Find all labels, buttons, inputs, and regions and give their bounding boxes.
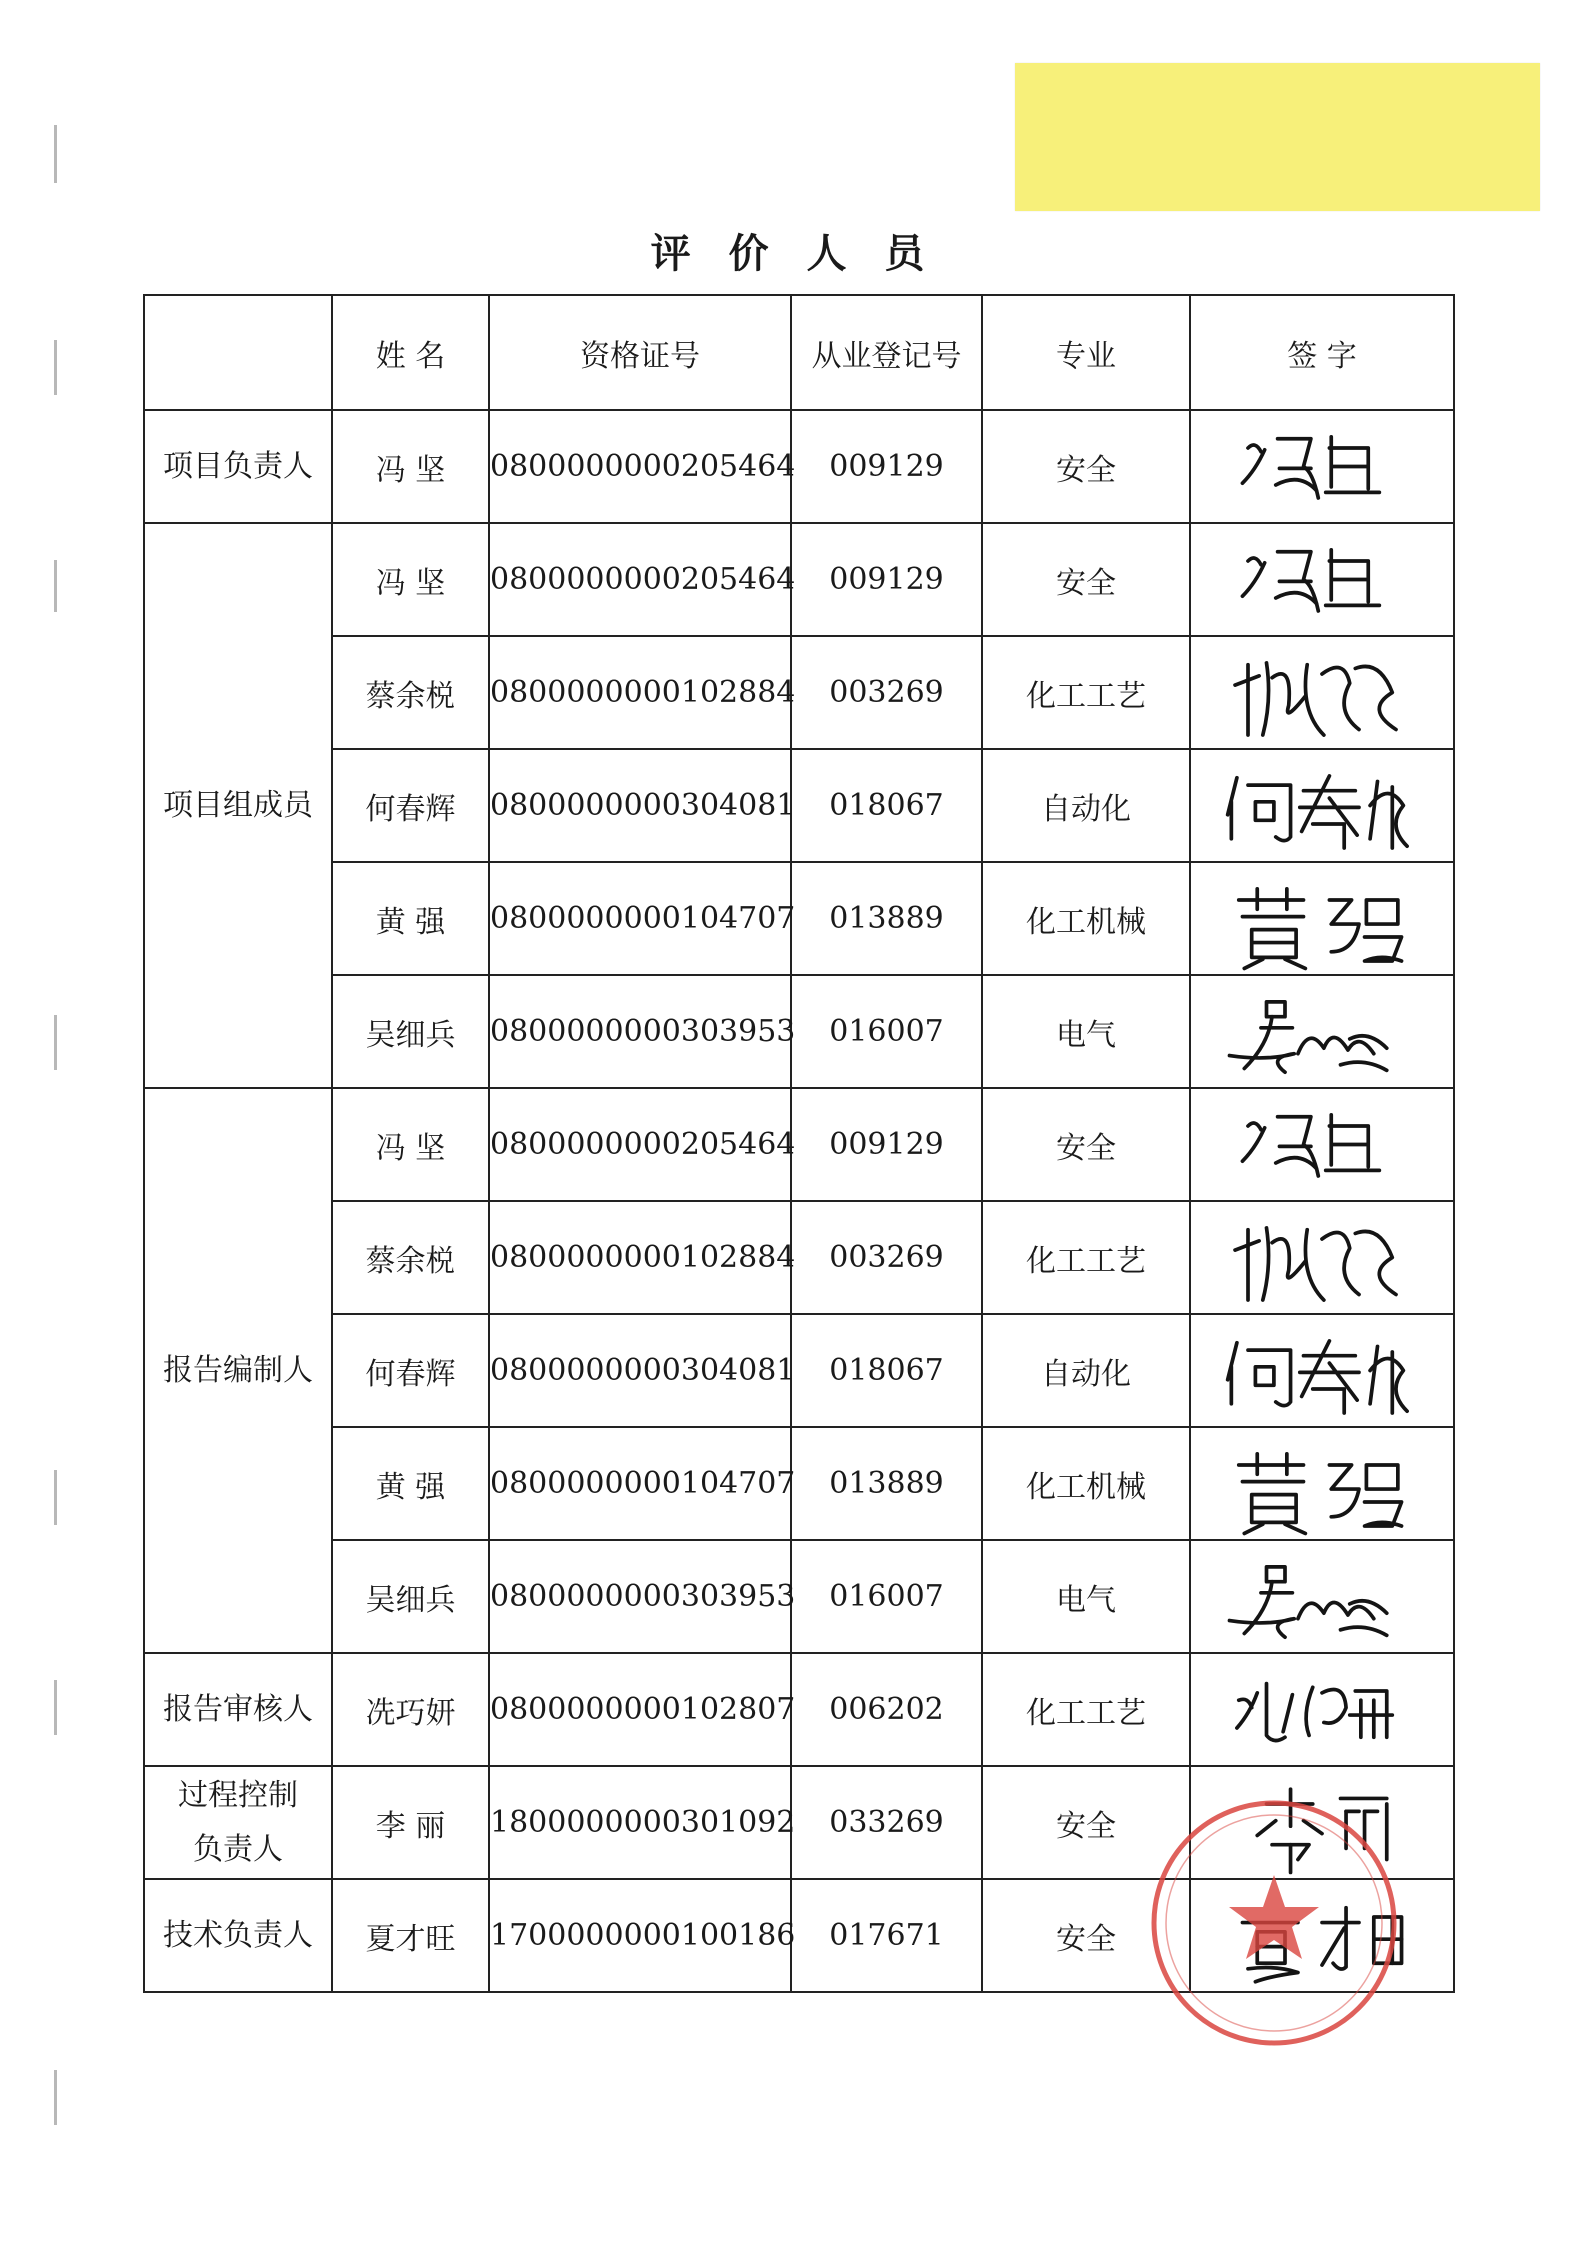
binding-mark — [54, 560, 57, 612]
major-cell: 安全 — [982, 1766, 1190, 1879]
binding-mark — [54, 1470, 57, 1525]
name-cell: 吴细兵 — [332, 975, 489, 1088]
signature-cell — [1190, 1766, 1454, 1879]
sticky-note — [1015, 63, 1540, 211]
cert-number-cell: 0800000000303953 — [489, 975, 791, 1088]
header-role — [144, 295, 332, 410]
signature-cell — [1190, 1540, 1454, 1653]
cert-number-cell: 0800000000102884 — [489, 1201, 791, 1314]
signature-cell — [1190, 1201, 1454, 1314]
role-cell: 报告审核人 — [144, 1653, 332, 1766]
signature-cell — [1190, 523, 1454, 636]
cert-number-cell: 1700000000100186 — [489, 1879, 791, 1992]
handwritten-signature — [1191, 863, 1453, 974]
role-cell: 报告编制人 — [144, 1088, 332, 1653]
header-cert: 资格证号 — [489, 295, 791, 410]
signature-cell — [1190, 749, 1454, 862]
major-cell: 化工机械 — [982, 1427, 1190, 1540]
table-row — [144, 1653, 1454, 1766]
signature-cell — [1190, 862, 1454, 975]
name-cell: 蔡余棁 — [332, 1201, 489, 1314]
major-cell: 自动化 — [982, 1314, 1190, 1427]
cert-number-cell: 0800000000205464 — [489, 523, 791, 636]
table-row — [144, 1879, 1454, 1992]
table-row — [144, 1540, 1454, 1653]
cert-number-cell: 1800000000301092 — [489, 1766, 791, 1879]
cert-number-cell: 0800000000303953 — [489, 1540, 791, 1653]
signature-cell — [1190, 1314, 1454, 1427]
cert-number-cell: 0800000000104707 — [489, 1427, 791, 1540]
reg-number-cell: 018067 — [791, 749, 982, 862]
major-cell: 化工工艺 — [982, 1653, 1190, 1766]
table-row — [144, 975, 1454, 1088]
table-row — [144, 523, 1454, 636]
handwritten-signature — [1191, 976, 1453, 1087]
name-cell: 黄 强 — [332, 862, 489, 975]
role-line: 过程控制 — [178, 1777, 298, 1813]
cert-number-cell: 0800000000102807 — [489, 1653, 791, 1766]
header-name: 姓 名 — [332, 295, 489, 410]
handwritten-signature — [1191, 1654, 1453, 1765]
personnel-table — [143, 294, 1455, 1993]
table-row — [144, 636, 1454, 749]
major-cell: 安全 — [982, 523, 1190, 636]
binding-mark — [54, 125, 57, 183]
major-cell: 电气 — [982, 975, 1190, 1088]
reg-number-cell: 017671 — [791, 1879, 982, 1992]
role-cell: 项目组成员 — [144, 523, 332, 1088]
header-sign: 签 字 — [1190, 295, 1454, 410]
role-cell: 项目负责人 — [144, 410, 332, 523]
role-cell — [144, 1766, 332, 1879]
reg-number-cell: 006202 — [791, 1653, 982, 1766]
binding-mark — [54, 2070, 57, 2125]
reg-number-cell: 009129 — [791, 1088, 982, 1201]
major-cell: 自动化 — [982, 749, 1190, 862]
reg-number-cell: 003269 — [791, 636, 982, 749]
cert-number-cell: 0800000000205464 — [489, 410, 791, 523]
name-cell: 李 丽 — [332, 1766, 489, 1879]
table-row — [144, 1314, 1454, 1427]
table-row — [144, 749, 1454, 862]
major-cell: 化工工艺 — [982, 1201, 1190, 1314]
role-line: 负责人 — [193, 1831, 283, 1867]
header-major: 专业 — [982, 295, 1190, 410]
reg-number-cell: 018067 — [791, 1314, 982, 1427]
table-row — [144, 1201, 1454, 1314]
name-cell: 黄 强 — [332, 1427, 489, 1540]
handwritten-signature — [1191, 637, 1453, 748]
cert-number-cell: 0800000000205464 — [489, 1088, 791, 1201]
cert-number-cell: 0800000000104707 — [489, 862, 791, 975]
major-cell: 电气 — [982, 1540, 1190, 1653]
reg-number-cell: 009129 — [791, 410, 982, 523]
reg-number-cell: 016007 — [791, 975, 982, 1088]
signature-cell — [1190, 410, 1454, 523]
binding-mark — [54, 1680, 57, 1735]
handwritten-signature — [1191, 1315, 1453, 1426]
handwritten-signature — [1191, 1767, 1453, 1878]
table-row — [144, 1427, 1454, 1540]
signature-cell — [1190, 975, 1454, 1088]
table-row — [144, 862, 1454, 975]
handwritten-signature — [1191, 1202, 1453, 1313]
handwritten-signature — [1191, 1089, 1453, 1200]
signature-cell — [1190, 1653, 1454, 1766]
name-cell: 夏才旺 — [332, 1879, 489, 1992]
handwritten-signature — [1191, 750, 1453, 861]
reg-number-cell: 013889 — [791, 1427, 982, 1540]
reg-number-cell: 009129 — [791, 523, 982, 636]
handwritten-signature — [1191, 1880, 1453, 1991]
binding-mark — [54, 1015, 57, 1070]
name-cell: 冯 坚 — [332, 410, 489, 523]
role-cell: 技术负责人 — [144, 1879, 332, 1992]
signature-cell — [1190, 1427, 1454, 1540]
name-cell: 吴细兵 — [332, 1540, 489, 1653]
handwritten-signature — [1191, 1541, 1453, 1652]
signature-cell — [1190, 1879, 1454, 1992]
reg-number-cell: 033269 — [791, 1766, 982, 1879]
handwritten-signature — [1191, 411, 1453, 522]
name-cell: 蔡余棁 — [332, 636, 489, 749]
cert-number-cell: 0800000000304081 — [489, 1314, 791, 1427]
page-title: 评 价 人 员 — [650, 230, 937, 277]
name-cell: 何春辉 — [332, 749, 489, 862]
major-cell: 化工工艺 — [982, 636, 1190, 749]
name-cell: 冯 坚 — [332, 523, 489, 636]
name-cell: 何春辉 — [332, 1314, 489, 1427]
cert-number-cell: 0800000000304081 — [489, 749, 791, 862]
table-header-row — [144, 295, 1454, 410]
major-cell: 安全 — [982, 1088, 1190, 1201]
name-cell: 冼巧妍 — [332, 1653, 489, 1766]
major-cell: 化工机械 — [982, 862, 1190, 975]
name-cell: 冯 坚 — [332, 1088, 489, 1201]
cert-number-cell: 0800000000102884 — [489, 636, 791, 749]
table-row — [144, 1088, 1454, 1201]
major-cell: 安全 — [982, 1879, 1190, 1992]
signature-cell — [1190, 1088, 1454, 1201]
table-row — [144, 410, 1454, 523]
reg-number-cell: 013889 — [791, 862, 982, 975]
reg-number-cell: 016007 — [791, 1540, 982, 1653]
header-reg: 从业登记号 — [791, 295, 982, 410]
handwritten-signature — [1191, 524, 1453, 635]
reg-number-cell: 003269 — [791, 1201, 982, 1314]
handwritten-signature — [1191, 1428, 1453, 1539]
major-cell: 安全 — [982, 410, 1190, 523]
table-row — [144, 1766, 1454, 1879]
binding-mark — [54, 340, 57, 395]
signature-cell — [1190, 636, 1454, 749]
